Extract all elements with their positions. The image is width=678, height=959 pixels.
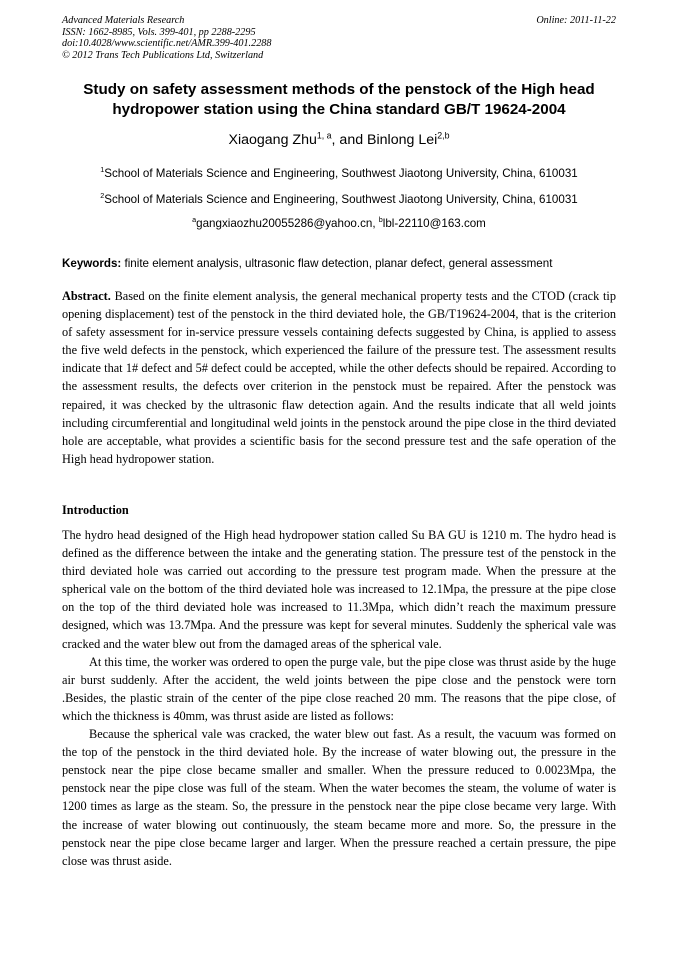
intro-paragraph-3: Because the spherical vale was cracked, the water blew out fast. As a result, the vacuum was formed on the top of the penstock in the third deviated hole. By the increase of water blowing out, the pressure in the penstock near the pipe close became smaller and smaller. When the pressure reduced to 0.0023Mpa, the penstock near the pipe close was full of the steam. When the water becomes the steam, the volume of water is 1200 times as large as the steam. So, the pressure in the penstock near the pipe close became very large. With the increase of water blowing out continuously, the steam became more and more. So, the pressure in the penstock near the pipe close became larger and larger. When the pressure reached a certain pressure, the pipe close was thrust aside. (62, 727, 616, 868)
keywords-label: Keywords: (62, 257, 122, 270)
email-a-mark: a (192, 215, 197, 225)
abstract-label: Abstract. (62, 289, 111, 303)
author-1-affiliation-mark: 1, a (316, 130, 332, 141)
journal-header (62, 15, 616, 61)
author-emails (62, 217, 616, 231)
author-2: Binlong Lei (367, 132, 438, 148)
copyright-line: © 2012 Trans Tech Publications Ltd, Switzerland (62, 49, 264, 61)
online-date: Online: 2011-11-22 (536, 15, 616, 26)
introduction-heading: Introduction (62, 503, 129, 517)
abstract (62, 287, 616, 468)
affiliation-2-mark: 2 (100, 191, 105, 201)
author-2-affiliation-mark: 2,b (437, 130, 450, 141)
affiliation-1 (62, 167, 616, 181)
paper-title: Study on safety assessment methods of the penstock of the High head hydropower station using the China standard GB/T 19624-2004 (83, 81, 595, 118)
affiliation-2 (62, 193, 616, 207)
author-joiner: , and (331, 132, 368, 148)
keywords-line (62, 257, 616, 271)
issn-line: ISSN: 1662-8985, Vols. 399-401, pp 2288-2295 (62, 26, 256, 38)
author-line (62, 131, 616, 149)
intro-paragraph-1: The hydro head designed of the High head hydropower station called Su BA GU is 1210 m. The hydro head is defined as the difference between the intake and the generating station. The pressure test of the penstock in the third deviated hole was carried out according to the pressure test program made. When the pressure at the spherical vale on the bottom of the third deviated hole was increased to 12.1Mpa, the pressure at the pipe close on the top of the third deviated hole was increased to 11.3Mpa, which didn’t reach the maximum pressure designed, which was 13.7Mpa. And the pressure was kept for several minutes. Suddenly the spherical vale was cracked and the water blew out from the damaged areas of the spherical vale. (62, 528, 616, 651)
doi-line[interactable]: doi:10.4028/www.scientific.net/AMR.399-401.2288 (62, 38, 272, 50)
affiliation-1-mark: 1 (100, 165, 105, 175)
email-b[interactable]: lbl-22110@163.com (382, 217, 486, 230)
abstract-text: Based on the finite element analysis, the general mechanical property tests and the CTOD (crack tip opening displacement) test of the penstock in the third deviated hole, the GB/T19624-2004, that is the criterion of safety assessment for in-service pressure vessels containing defects suggested by China, is applied to assess the five weld defects in the penstock, which experienced the failure of the pressure test. The assessment results indicate that 1# defect and 5# defect could be accepted, while the other defects should be repaired. According to the assessment results, the defects over criterion in the penstock must be repaired. After the penstock was repaired, it was checked by the ultrasonic flaw detection again. And the results indicate that all weld joints including circumferential and longitudinal weld joints in the penstock around the pipe close in the third deviated hole are acceptable, what provides a scientific basis for the second pressure test and the safe operation of the High head hydropower station. (62, 289, 616, 466)
intro-paragraph-2: At this time, the worker was ordered to open the purge vale, but the pipe close was thrust aside by the huge air burst suddenly. After the accident, the weld joints between the pipe close and the penstock were torn .Besides, the plastic strain of the center of the pipe close reached 20 mm. The reasons that the pipe close, of which the thickness is 40mm, was thrust aside are listed as follows: (62, 654, 616, 723)
introduction-body (62, 526, 616, 870)
author-1: Xiaogang Zhu (228, 132, 317, 148)
keywords-text: finite element analysis, ultrasonic flaw detection, planar defect, general assessment (121, 257, 553, 270)
journal-name: Advanced Materials Research (62, 15, 185, 26)
affiliation-2-text: School of Materials Science and Engineering, Southwest Jiaotong University, China, 610031 (104, 193, 578, 206)
affiliation-1-text: School of Materials Science and Engineering, Southwest Jiaotong University, China, 610031 (104, 167, 578, 180)
email-a[interactable]: gangxiaozhu20055286@yahoo.cn, (196, 217, 379, 230)
email-b-mark: b (378, 215, 383, 225)
